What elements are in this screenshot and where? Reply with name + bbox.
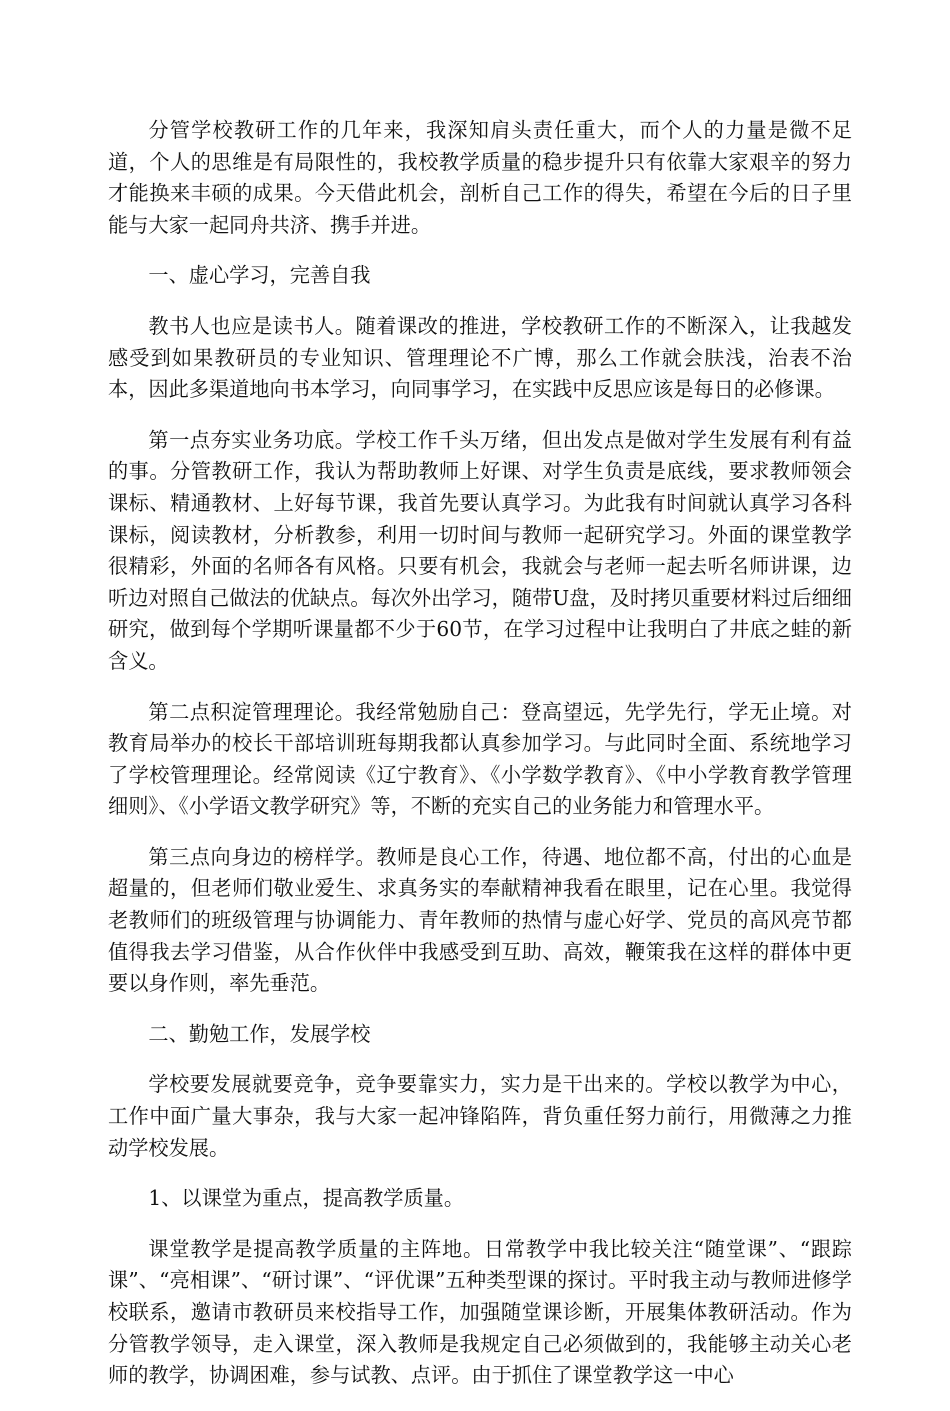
body-paragraph: 第三点向身边的榜样学。教师是良心工作，待遇、地位都不高，付出的心血是超量的，但老师们敬业爱生、求真务实的奉献精神我看在眼里，记在心里。我觉得老教师们的班级管理与协调能力、青年教师的热情与虚心好学、党员的高风亮节都值得我去学习借鉴，从合作伙伴中我感受到互助、高效，鞭策我在这样的群体中更要以身作则，率先垂范。 (108, 844, 852, 996)
section-heading-1: 一、虚心学习，完善自我 (148, 263, 371, 288)
section-heading-2: 二、勤勉工作，发展学校 (148, 1021, 371, 1046)
body-paragraph: 第一点夯实业务功底。学校工作千头万绪，但出发点是做对学生发展有利有益的事。分管教研工作，我认为帮助教师上好课、对学生负责是底线，要求教师领会课标、精通教材、上好每节课，我首先要认真学习。为此我有时间就认真学习各科课标，阅读教材，分析教参，利用一切时间与教师一起研究学习。外面的课堂教学很精彩，外面的名师各有风格。只要有机会，我就会与老师一起去听名师讲课，边听边对照自己做法的优缺点。每次外出学习，随带U盘，及时拷贝重要材料过后细细研究，做到每个学期听课量都不少于60节，在学习过程中让我明白了井底之蛙的新含义。 (108, 427, 852, 673)
body-paragraph: 第二点积淀管理理论。我经常勉励自己：登高望远，先学先行，学无止境。对教育局举办的校长干部培训班每期我都认真参加学习。与此同时全面、系统地学习了学校管理理论。经常阅读《辽宁教育》、《小学数学教育》、《中小学教育教学管理细则》、《小学语文教学研究》等，不断的充实自己的业务能力和管理水平。 (108, 699, 852, 819)
body-paragraph: 课堂教学是提高教学质量的主阵地。日常教学中我比较关注“随堂课”、“跟踪课”、“亮相课”、“研讨课”、“评优课”五种类型课的探讨。平时我主动与教师进修学校联系，邀请市教研员来校指导工作，加强随堂课诊断，开展集体教研活动。作为分管教学领导，走入课堂，深入教师是我规定自己必须做到的，我能够主动关心老师的教学，协调困难，参与试教、点评。由于抓住了课堂教学这一中心 (108, 1236, 852, 1388)
document-body (108, 115, 852, 1411)
intro-paragraph: 分管学校教研工作的几年来，我深知肩头责任重大，而个人的力量是微不足道，个人的思维是有局限性的，我校教学质量的稳步提升只有依靠大家艰辛的努力才能换来丰硕的成果。今天借此机会，剖析自己工作的得失，希望在今后的日子里能与大家一起同舟共济、携手并进。 (108, 118, 852, 237)
body-paragraph: 教书人也应是读书人。随着课改的推进，学校教研工作的不断深入，让我越发感受到如果教研员的专业知识、管理理论不广博，那么工作就会肤浅，治表不治本，因此多渠道地向书本学习，向同事学习，在实践中反思应该是每日的必修课。 (108, 313, 852, 402)
subsection-heading-1: 1、以课堂为重点，提高教学质量。 (148, 1186, 465, 1211)
body-paragraph: 学校要发展就要竞争，竞争要靠实力，实力是干出来的。学校以教学为中心，工作中面广量大事杂，我与大家一起冲锋陷阵，背负重任努力前行，用微薄之力推动学校发展。 (108, 1072, 852, 1160)
